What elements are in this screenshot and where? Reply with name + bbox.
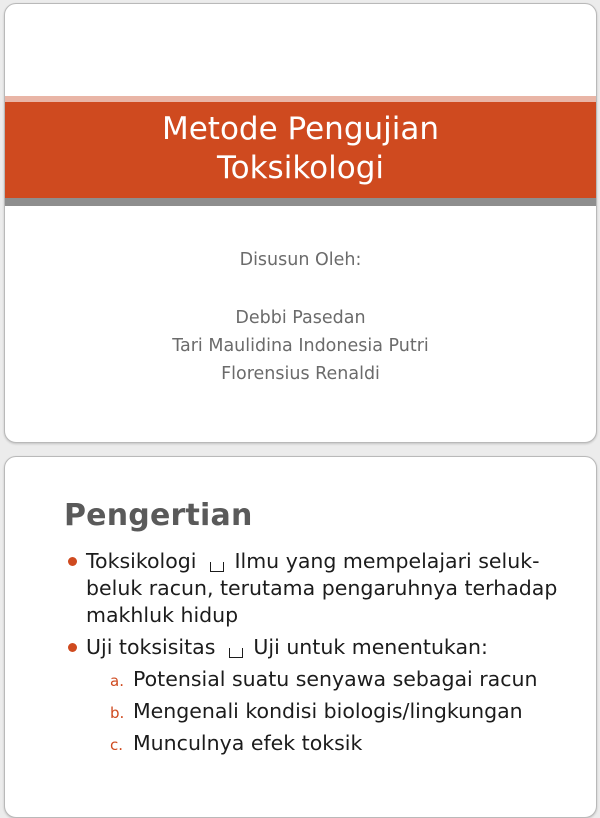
sub-list [86, 666, 591, 757]
bullet-dot-icon [68, 557, 77, 566]
sub-list-item [110, 730, 591, 757]
bullet-list [66, 548, 591, 757]
sub-item-marker: c. [110, 736, 124, 754]
slide-title-line-2: Toksikologi [216, 150, 385, 186]
author-block [5, 246, 596, 388]
sub-list-item [110, 698, 591, 725]
authors-label: Disusun Oleh: [239, 250, 362, 270]
bullet-term: Uji toksisitas [86, 635, 216, 659]
sub-item-text: Mengenali kondisi biologis/lingkungan [133, 699, 523, 723]
slide-title [5, 110, 596, 188]
sub-item-text: Munculnya efek toksik [133, 731, 363, 755]
sub-item-marker: b. [110, 704, 125, 722]
bullet-term: Toksikologi [86, 549, 197, 573]
bullet-text: Ilmu yang mempelajari seluk-beluk racun, terutama pengaruhnya terhadap makhluk hidup [86, 549, 558, 627]
bullet-item [66, 634, 591, 757]
author-spacer [5, 274, 596, 304]
slide-title-line-1: Metode Pengujian [161, 111, 440, 147]
sub-list-item [110, 666, 591, 693]
section-heading: Pengertian [64, 498, 253, 533]
title-bottom-rule [5, 198, 596, 206]
author-name: Tari Maulidina Indonesia Putri [172, 336, 429, 356]
author-name: Debbi Pasedan [235, 308, 366, 328]
sub-item-text: Potensial suatu senyawa sebagai racun [133, 667, 538, 691]
title-slide [4, 3, 597, 443]
author-name: Florensius Renaldi [221, 364, 380, 384]
bullet-text: Uji untuk menentukan: [253, 635, 488, 659]
sub-item-marker: a. [110, 672, 124, 690]
missing-glyph-icon [229, 648, 243, 658]
bullet-item [66, 548, 591, 629]
bullet-dot-icon [68, 643, 77, 652]
missing-glyph-icon [210, 562, 224, 572]
